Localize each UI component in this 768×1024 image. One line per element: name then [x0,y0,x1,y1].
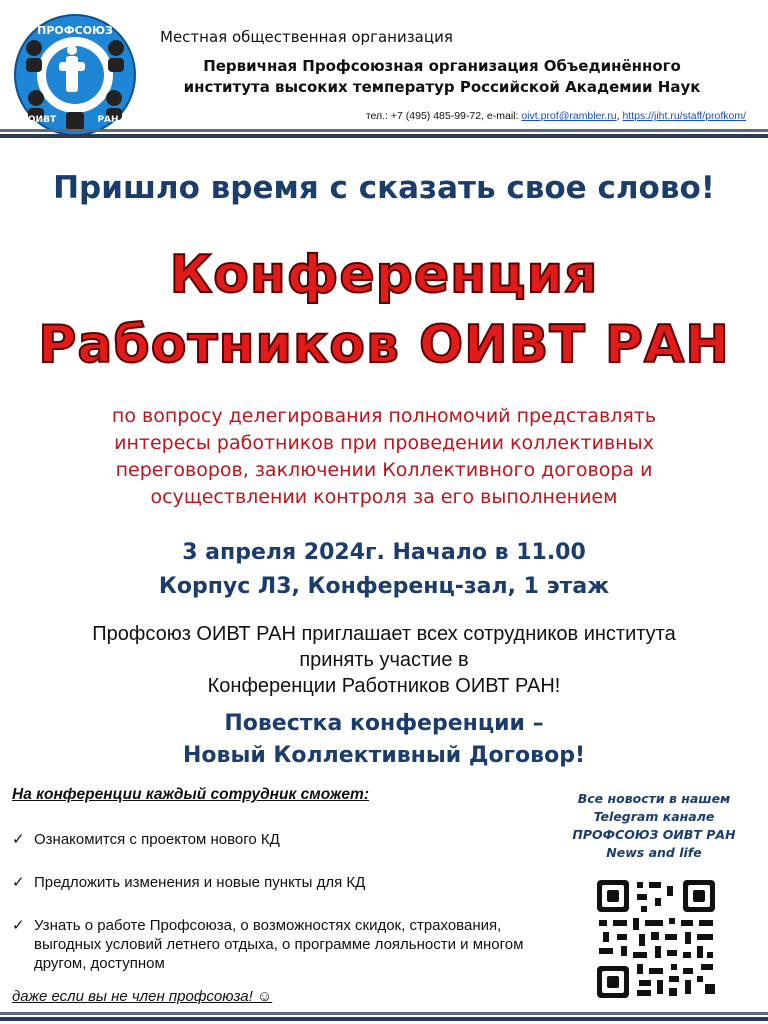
contacts-separator: , [616,110,623,122]
footer-divider [0,1012,768,1015]
agenda [0,708,768,772]
benefit-text: Ознакомится с проектом нового КД [34,831,280,848]
check-icon: ✓ [12,874,25,891]
news-line: Telegram канале [593,809,715,824]
desc-line: по вопросу делегирования полномочий представлять [111,405,657,427]
logo-text-top: ПРОФСОЮЗ [37,24,113,37]
logo-text-left: ОИВТ [27,115,57,125]
invitation [0,621,768,699]
website-link[interactable]: https://jiht.ru/staff/profkom/ [622,110,746,122]
event-place: Корпус Л3, Конференц-зал, 1 этаж [158,574,610,599]
desc-line: интересы работников при проведении коллективных [114,432,654,454]
invite-line: Профсоюз ОИВТ РАН приглашает всех сотрудников института [92,623,676,645]
desc-line: осуществлении контроля за его выполнением [150,486,618,508]
event-date: 3 апреля 2024г. Начало в 11.00 [182,540,586,565]
list-item [12,830,532,849]
check-icon: ✓ [12,917,25,934]
check-icon: ✓ [12,831,25,848]
header-divider-thick [0,134,768,138]
list-item [12,916,532,973]
contacts [366,110,746,122]
news-line: News and life [606,845,702,860]
agenda-line1: Повестка конференции – [224,711,544,736]
org-name [162,56,722,98]
event-details [0,536,768,604]
invite-line: Конференции Работников ОИВТ РАН! [207,675,561,697]
email-link[interactable]: oivt.prof@rambler.ru [521,110,617,122]
conference-description [40,403,728,511]
org-name-line1: Первичная Профсоюзная организация Объединённого [203,57,681,75]
desc-line: переговоров, заключении Коллективного договора и [115,459,653,481]
org-name-line2: института высоких температур Российской Академии Наук [183,78,701,96]
union-logo [12,12,138,138]
footer-divider-thick [0,1017,768,1021]
header-divider [0,129,768,132]
news-line: ПРОФСОЮЗ ОИВТ РАН [572,827,736,842]
benefit-text: Узнать о работе Профсоюза, о возможностях скидок, страхования, выгодных условий летнего отдыха, о программе лояльности и многом другом, доступном [34,917,524,972]
conference-title [0,240,768,380]
slogan: Пришло время с сказать свое слово! [53,170,715,206]
news-line: Все новости в нашем [577,791,731,806]
conference-title-line2: Работников ОИВТ РАН [38,315,730,375]
logo-text-right: РАН [97,115,119,125]
org-type: Местная общественная организация [160,28,453,46]
telegram-news [548,790,760,862]
benefits-list [12,830,532,997]
benefits-title: На конференции каждый сотрудник сможет: [12,786,369,803]
invite-line: принять участие в [299,649,469,671]
list-item [12,873,532,892]
footnote: даже если вы не член профсоюза! ☺ [12,988,273,1005]
benefit-text: Предложить изменения и новые пункты для КД [34,874,366,891]
qr-code[interactable] [593,876,719,1002]
header [0,0,768,134]
agenda-line2: Новый Коллективный Договор! [183,743,585,768]
conference-title-line1: Конференция [169,245,599,305]
phone-text: тел.: +7 (495) 485-99-72, e-mail: [365,110,522,122]
